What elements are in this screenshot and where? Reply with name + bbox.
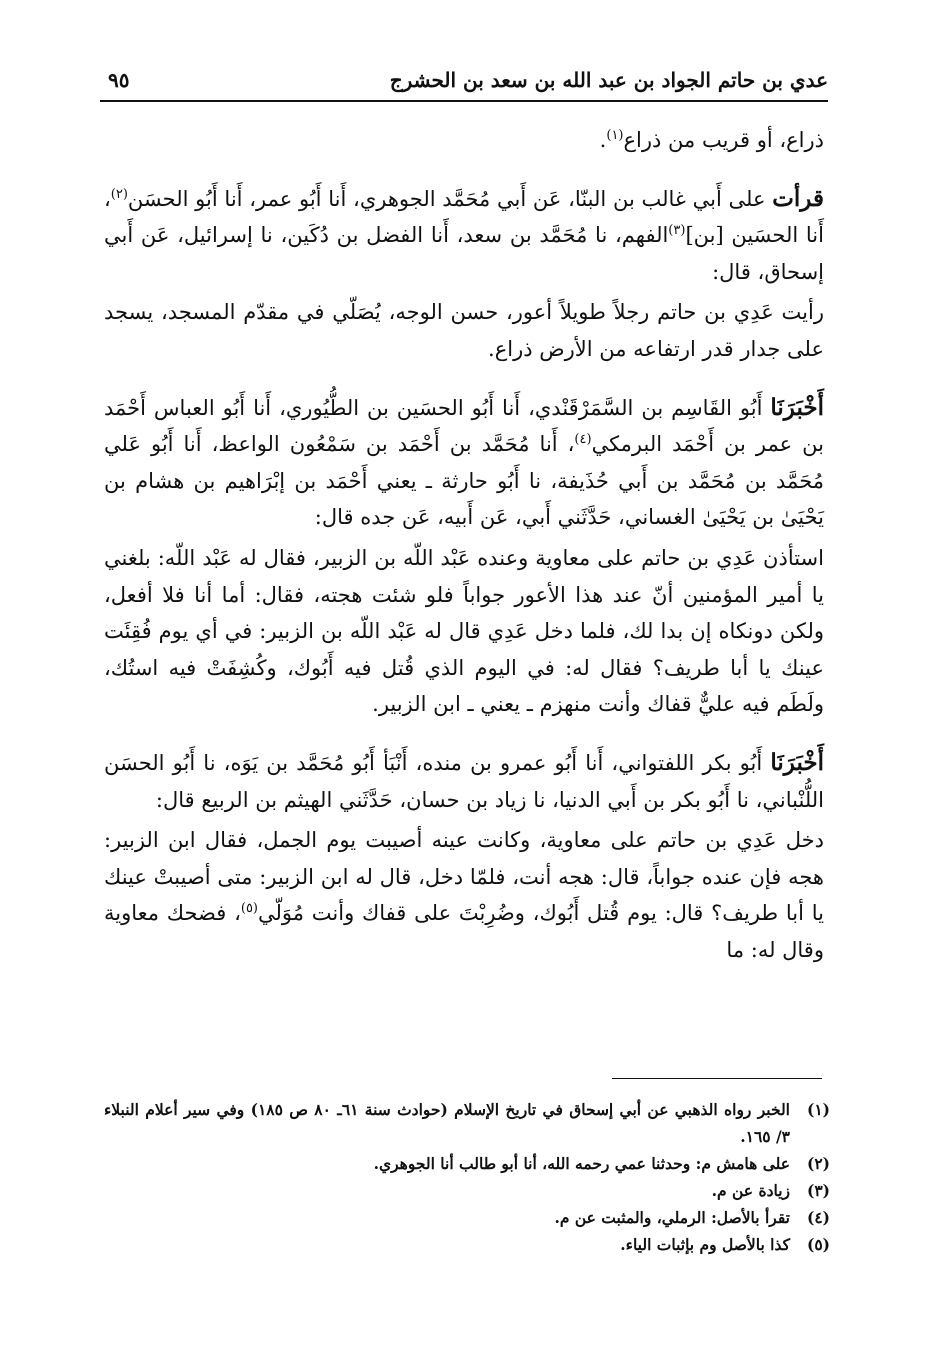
- footnote: [104, 1096, 830, 1150]
- paragraph-2: [104, 181, 824, 291]
- footnote-ref[interactable]: (٢): [110, 186, 128, 202]
- footnote: [104, 1204, 830, 1231]
- paragraph-5: [104, 540, 824, 723]
- page-number: ٩٥: [108, 68, 130, 92]
- footnote-number: (٣): [806, 1181, 830, 1200]
- footnote: [104, 1177, 830, 1204]
- paragraph-1: [104, 122, 824, 159]
- paragraph-text: ، أَنا مُحَمَّد بن أَحْمَد بن سَمْعُون الواعظ، أَنا أَبُو عَلي مُحَمَّد بن مُحَمَّد بن أَبي حُذَيفة، نا أَبُو حارثة ـ يعني أَحْمَد بن إبْرَاهيم بن هشام بن يَحْيَىٰ بن يَحْيَىٰ الغساني، حَدَّثَني أَبي، عَن أَبيه، عَن جده قال:: [104, 432, 824, 530]
- paragraph-7: [104, 822, 824, 968]
- paragraph-text: .: [599, 128, 607, 152]
- paragraph-text: أَبُو بكر اللفتواني، أَنا أَبُو عمرو بن منده، أَنْبَأ أَبُو مُحَمَّد بن يَوَه، نا أَبُو الحسَن اللُّنْباني، نا أَبُو بكر بن أَبي الدنيا، نا زياد بن حسان، حَدَّثَني الهيثم بن الربيع قال:: [104, 750, 824, 812]
- running-title: عدي بن حاتم الجواد بن عبد الله بن سعد بن الحشرج: [389, 68, 828, 92]
- paragraph-6: [104, 745, 824, 818]
- lead-word: أَخْبَرَنَا: [770, 393, 824, 421]
- paragraph-text: رأيت عَدِي بن حاتم رجلاً طويلاً أعور، حسن الوجه، يُصَلّي في مقدّم المسجد، يسجد على جدار قدر ارتفاعه من الأرض ذراع.: [104, 300, 824, 361]
- footnote-text: تقرأ بالأصل: الرملي، والمثبت عن م.: [554, 1208, 790, 1227]
- footnote-number: (٢): [806, 1154, 830, 1173]
- paragraph-text: استأذن عَدِي بن حاتم على معاوية وعنده عَبْد اللّه بن الزبير، فقال له عَبْد اللّه: بلغني يا أمير المؤمنين أنّ عند هذا الأعور جواباً فلو شئت هجته، فقال: أما أنا فلا أفعل، ولكن دونكاه إن بدا لك، فلما دخل عَدِي قال له عَبْد اللّه بن الزبير: في أي يوم فُقِئَت عينك يا أبا طريف؟ فقال له: في اليوم الذي قُتل فيه أَبُوك، وكُشِفَتْ فيه استُك، ولَطَم فيه عليٌّ قفاك وأنت منهزم ـ يعني ـ ابن الزبير.: [104, 545, 824, 717]
- paragraph-text: أَبُو القَاسِم بن السَّمَرْقَنْدي، أَنا أَبُو الحسَين بن الطُّيُوري، أَنا أَبُو العباس أَحْمَد بن عمر بن أَحْمَد البرمكي: [104, 395, 824, 457]
- footnote-text: كذا بالأصل وم بإثبات الياء.: [620, 1235, 790, 1254]
- paragraph-text: دخل عَدِي بن حاتم على معاوية، وكانت عينه أصيبت يوم الجمل، فقال ابن الزبير: هجه فإن عنده جواباً، قال: هجه أنت، فلمّا دخل، قال له ابن الزبير: متى أصيبتْ عينك يا أبا طريف؟ قال: يوم قُتل أَبُوك، وضُرِبْتَ على قفاك وأنت مُوَلّي: [104, 828, 825, 926]
- page-header: [100, 68, 828, 102]
- paragraph-text: الفهم، نا مُحَمَّد بن سعد، أَنا الفضل بن دُكَين، نا إسرائيل، عَن أَبي إسحاق، قال:: [104, 223, 824, 284]
- footnote-ref[interactable]: (١): [606, 128, 624, 143]
- footnotes: [104, 1096, 830, 1258]
- footnote-ref[interactable]: (٥): [240, 901, 258, 917]
- footnote: [104, 1231, 830, 1258]
- footnote-number: (١): [806, 1100, 830, 1119]
- footnote-rule: [612, 1078, 822, 1079]
- footnote-ref[interactable]: (٤): [574, 432, 592, 448]
- paragraph-text: ، فضحك معاوية وقال له: ما: [104, 901, 824, 962]
- paragraph-3: [104, 294, 824, 367]
- footnote-ref[interactable]: (٣): [668, 223, 686, 239]
- footnote-number: (٥): [806, 1235, 830, 1254]
- paragraph-text: ، أَنا الحسَين [بن]: [104, 186, 824, 248]
- header-rule: [100, 100, 828, 102]
- footnote-text: زيادة عن م.: [711, 1181, 790, 1200]
- footnote-text: على هامش م: وحدثنا عمي رحمه الله، أنا أبو طالب أنا الجوهري.: [373, 1154, 790, 1173]
- paragraph-text: ذراع، أو قريب من ذراع: [623, 128, 824, 152]
- main-text: [104, 122, 824, 968]
- paragraph-text: على أَبي غالب بن البنّا، عَن أَبي مُحَمَّد الجوهري، أَنا أَبُو عمر، أَنا أَبُو الحسَن: [127, 186, 773, 211]
- lead-word: قرأت: [772, 184, 824, 212]
- lead-word: أَخْبَرَنَا: [770, 748, 824, 776]
- footnote-number: (٤): [806, 1208, 830, 1227]
- footnote-text: الخبر رواه الذهبي عن أبي إسحاق في تاريخ الإسلام (حوادث سنة ٦١ـ ٨٠ ص ١٨٥) وفي سير أعلام النبلاء ٣/ ١٦٥.: [104, 1100, 790, 1146]
- paragraph-4: [104, 390, 824, 536]
- footnote: [104, 1150, 830, 1177]
